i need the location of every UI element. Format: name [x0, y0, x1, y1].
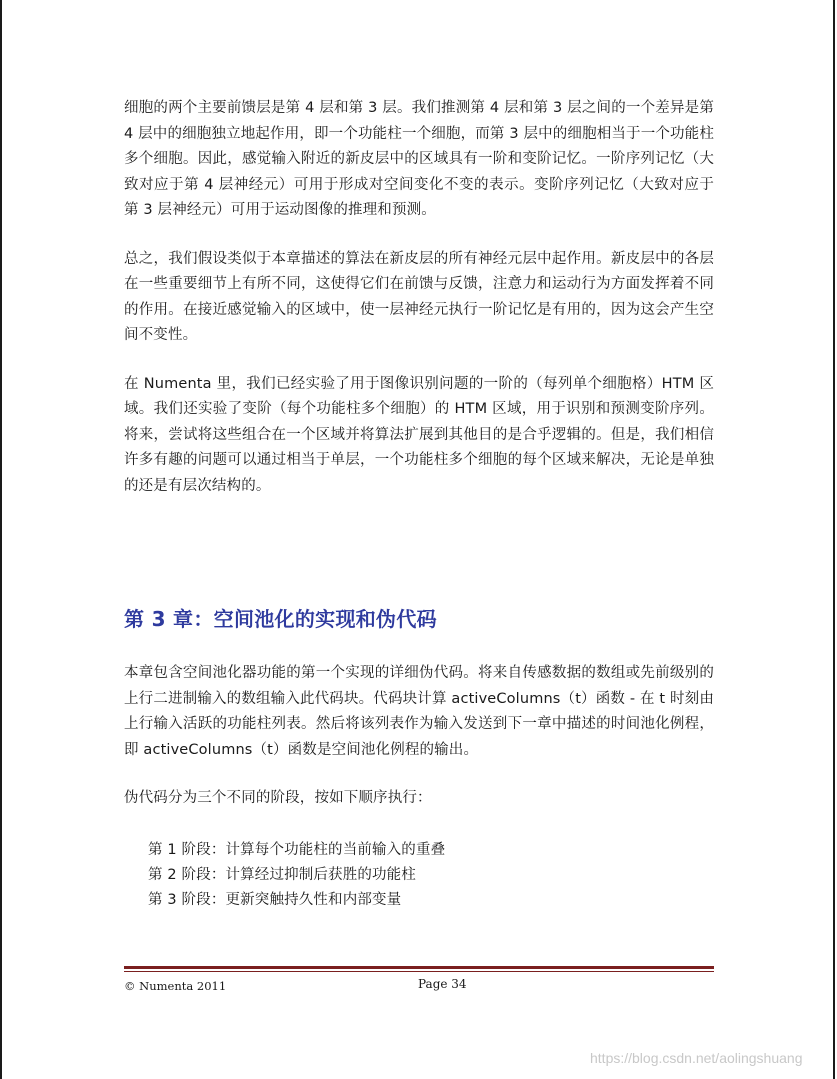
body-text [124, 96, 714, 499]
phase-list [148, 838, 445, 913]
footer-rule-thick [124, 966, 714, 969]
page-border-left [0, 0, 2, 1079]
chapter-intro: 本章包含空间池化器功能的第一个实现的详细伪代码。将来自传感数据的数组或先前级别的上行二进制输入的数组输入此代码块。代码块计算 activeColumns（t）函数 - 在 t 时刻由上行输入活跃的功能柱列表。然后将该列表作为输入发送到下一章中描述的时间池化例程，即 activeColumns（t）函数是空间池化例程的输出。 [124, 665, 714, 758]
footer-page-number: Page 34 [418, 977, 467, 991]
watermark: https://blog.csdn.net/aolingshuang [590, 1050, 803, 1066]
phases-intro: 伪代码分为三个不同的阶段，按如下顺序执行： [124, 790, 432, 806]
footer-copyright: © Numenta 2011 [124, 979, 227, 993]
phase-item: 第 3 阶段：更新突触持久性和内部变量 [148, 892, 402, 908]
phase-item: 第 2 阶段：计算经过抑制后获胜的功能柱 [148, 867, 416, 883]
chapter-body [124, 661, 714, 812]
footer-rule-thin [124, 971, 714, 972]
paragraph-summary: 总之，我们假设类似于本章描述的算法在新皮层的所有神经元层中起作用。新皮层中的各层在一些重要细节上有所不同，这使得它们在前馈与反馈，注意力和运动行为方面发挥着不同的作用。在接近感觉输入的区域中，使一层神经元执行一阶记忆是有用的，因为这会产生空间不变性。 [124, 250, 714, 343]
page-border-right [833, 0, 835, 1079]
phase-item: 第 1 阶段：计算每个功能柱的当前输入的重叠 [148, 842, 446, 858]
paragraph-numenta: 在 Numenta 里，我们已经实验了用于图像识别问题的一阶的（每列单个细胞格）HTM 区域。我们还实验了变阶（每个功能柱多个细胞）的 HTM 区域，用于识别和预测变阶序列。将来，尝试将这些组合在一个区域并将算法扩展到其他目的是合乎逻辑的。但是，我们相信许多有趣的问题可以通过相当于单层，一个功能柱多个细胞的每个区域来解决，无论是单独的还是有层次结构的。 [124, 375, 714, 494]
paragraph-layers: 细胞的两个主要前馈层是第 4 层和第 3 层。我们推测第 4 层和第 3 层之间的一个差异是第 4 层中的细胞独立地起作用，即一个功能柱一个细胞，而第 3 层中的细胞相当于一个功能柱多个细胞。因此，感觉输入附近的新皮层中的区域具有一阶和变阶记忆。一阶序列记忆（大致对应于第 4 层神经元）可用于形成对空间变化不变的表示。变阶序列记忆（大致对应于第 3 层神经元）可用于运动图像的推理和预测。 [124, 100, 714, 218]
chapter-heading: 第 3 章：空间池化的实现和伪代码 [124, 607, 437, 631]
